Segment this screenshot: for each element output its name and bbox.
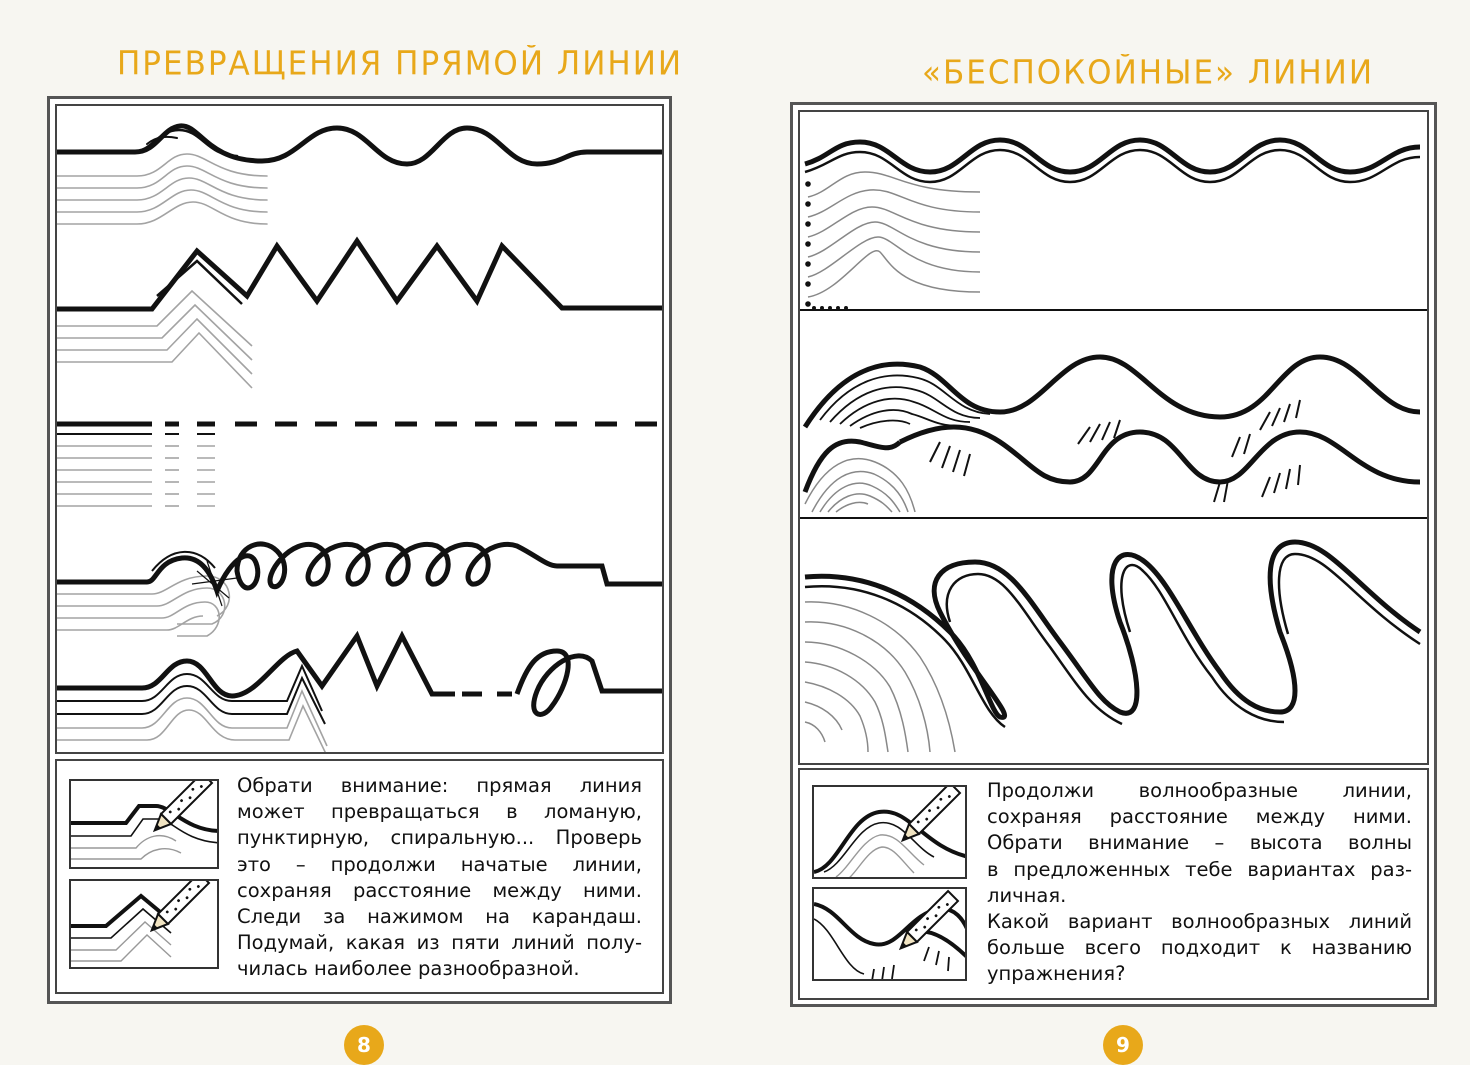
instruction-line: сохраняя расстояние между ними. — [237, 878, 642, 902]
instruction-line: чилась наиболее разнообразной. — [237, 957, 580, 981]
pencil-thumbnail-3 — [812, 785, 967, 879]
pencil-thumbnail-1 — [69, 779, 219, 869]
instruction-line: может превращаться в ломаную, — [237, 800, 642, 824]
left-page-title: ПРЕВРАЩЕНИЯ ПРЯМОЙ ЛИНИИ — [117, 45, 684, 83]
instruction-line: личная. — [987, 883, 1067, 907]
right-page-title: «БЕСПОКОЙНЫЕ» ЛИНИИ — [922, 54, 1375, 92]
instruction-line: Продолжи волнообразные линии, — [987, 779, 1412, 802]
left-page-frame — [47, 96, 672, 1004]
right-exercise-panel — [798, 110, 1429, 765]
spiral-line-row — [57, 544, 662, 636]
instruction-line: сохраняя расстояние между ними. — [987, 805, 1412, 829]
left-instruction-text — [237, 773, 642, 983]
instruction-line: больше всего подходит к названию — [987, 936, 1412, 960]
instruction-line: пунктирную, спиральную... Проверь — [237, 826, 642, 850]
zigzag-line-row — [57, 241, 662, 388]
instruction-line: в предложенных тебе вариантах раз- — [987, 857, 1412, 881]
pencil-thumbnail-4 — [812, 887, 967, 981]
right-instruction-panel — [798, 768, 1429, 1000]
wave-section-1 — [800, 140, 1427, 310]
instruction-line: Обрати внимание – высота волны — [987, 831, 1412, 855]
instruction-line: Обрати внимание: прямая линия — [237, 774, 642, 797]
right-instruction-text — [987, 778, 1412, 988]
instruction-line: упражнения? — [987, 962, 1126, 986]
instruction-line: Следи за нажимом на карандаш. — [237, 905, 642, 929]
left-exercise-lines — [57, 106, 662, 752]
instruction-line: Подумай, какая из пяти линий полу- — [237, 931, 642, 955]
instruction-line: это – продолжи начатые линии, — [237, 852, 642, 876]
wave-section-2 — [800, 357, 1427, 518]
instruction-line: Какой вариант волнообразных линий — [987, 910, 1412, 934]
left-page-number: 8 — [344, 1025, 384, 1065]
right-page-number: 9 — [1103, 1025, 1143, 1065]
wave-line-row — [57, 126, 662, 224]
wave-section-3 — [805, 542, 1420, 752]
left-exercise-panel — [55, 104, 664, 754]
right-page-frame — [790, 102, 1437, 1007]
mixed-line-row — [57, 636, 662, 752]
right-exercise-lines — [800, 112, 1427, 763]
pencil-thumbnail-2 — [69, 879, 219, 969]
dashed-line-row — [57, 424, 662, 506]
left-instruction-panel — [55, 759, 664, 994]
